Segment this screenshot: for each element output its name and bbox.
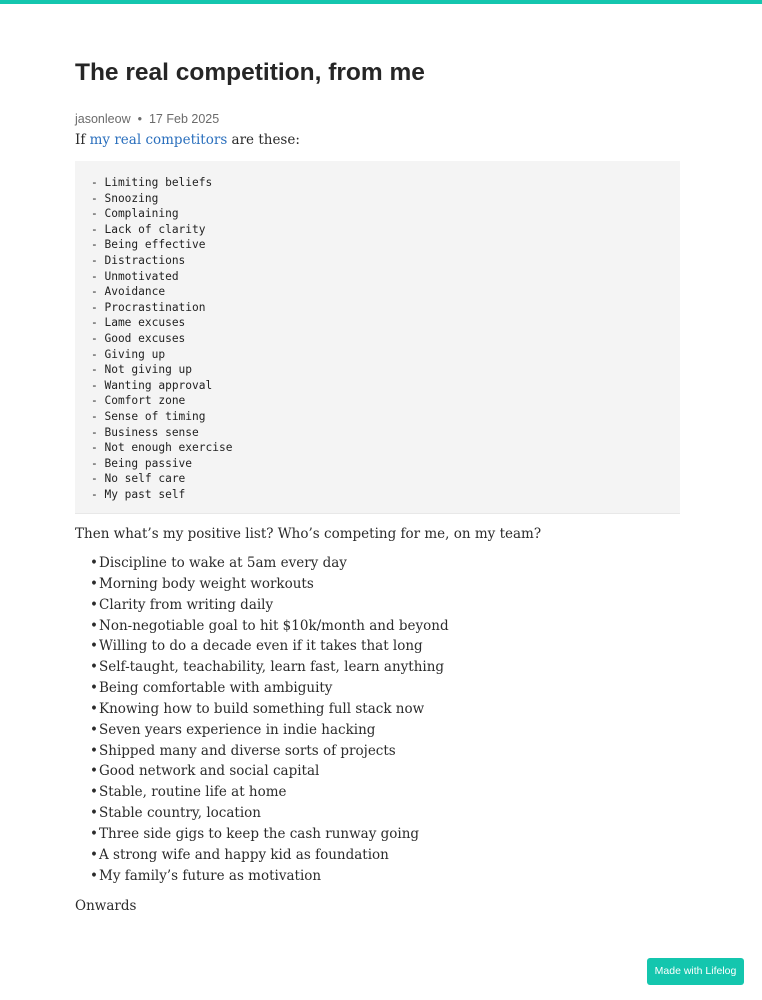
code-line: - Lack of clarity	[91, 222, 206, 236]
list-item: • Discipline to wake at 5am every day	[90, 553, 449, 574]
competitors-link[interactable]: my real competitors	[89, 132, 228, 148]
list-item: • Stable, routine life at home	[90, 782, 449, 803]
made-with-lifelog-button[interactable]: Made with Lifelog	[647, 958, 744, 985]
list-item: • A strong wife and happy kid as foundation	[90, 845, 449, 866]
top-accent-bar	[0, 0, 762, 4]
list-item: • Shipped many and diverse sorts of projects	[90, 741, 449, 762]
post-date: 17 Feb 2025	[148, 112, 220, 126]
competitors-code-block	[75, 161, 680, 514]
code-line: - Not enough exercise	[91, 441, 233, 455]
code-line: - Complaining	[91, 207, 179, 221]
code-line: - Comfort zone	[91, 394, 186, 408]
code-line: - Avoidance	[91, 285, 166, 299]
code-line: - No self care	[91, 472, 186, 486]
code-line: - Business sense	[91, 425, 199, 439]
list-item: • Morning body weight workouts	[90, 574, 449, 595]
code-line: - Procrastination	[91, 300, 206, 314]
post-author[interactable]: jasonleow	[75, 112, 131, 126]
code-line: - My past self	[91, 487, 186, 501]
post-title: The real competition, from me	[75, 59, 425, 86]
code-line: - Sense of timing	[91, 409, 206, 423]
post-meta	[75, 110, 219, 128]
intro-paragraph	[75, 130, 300, 150]
list-item: • Good network and social capital	[90, 761, 449, 782]
intro-text-before: If	[75, 132, 90, 148]
code-line: - Limiting beliefs	[91, 176, 213, 189]
code-line: - Good excuses	[91, 331, 186, 345]
list-item: • Stable country, location	[90, 803, 449, 824]
list-item: • Seven years experience in indie hacking	[90, 720, 449, 741]
meta-separator: •	[137, 112, 142, 126]
positive-list-question: Then what’s my positive list? Who’s competing for me, on my team?	[75, 526, 542, 542]
code-line: - Lame excuses	[91, 316, 186, 330]
list-item: • Self-taught, teachability, learn fast, learn anything	[90, 657, 449, 678]
list-item: • My family’s future as motivation	[90, 866, 449, 887]
list-item: • Knowing how to build something full stack now	[90, 699, 449, 720]
list-item: • Non-negotiable goal to hit $10k/month and beyond	[90, 616, 449, 637]
code-line: - Snoozing	[91, 191, 159, 205]
positive-list	[90, 553, 449, 887]
list-item: • Willing to do a decade even if it takes that long	[90, 636, 449, 657]
code-line: - Wanting approval	[91, 378, 213, 392]
intro-text-after: are these:	[227, 132, 300, 148]
list-item: • Being comfortable with ambiguity	[90, 678, 449, 699]
code-line: - Being effective	[91, 238, 206, 252]
code-line: - Not giving up	[91, 363, 193, 377]
code-line: - Giving up	[91, 347, 166, 361]
code-line: - Being passive	[91, 456, 193, 470]
outro-text: Onwards	[75, 898, 137, 914]
list-item: • Three side gigs to keep the cash runway going	[90, 824, 449, 845]
code-line: - Unmotivated	[91, 269, 179, 283]
code-line: - Distractions	[91, 253, 186, 267]
list-item: • Clarity from writing daily	[90, 595, 449, 616]
